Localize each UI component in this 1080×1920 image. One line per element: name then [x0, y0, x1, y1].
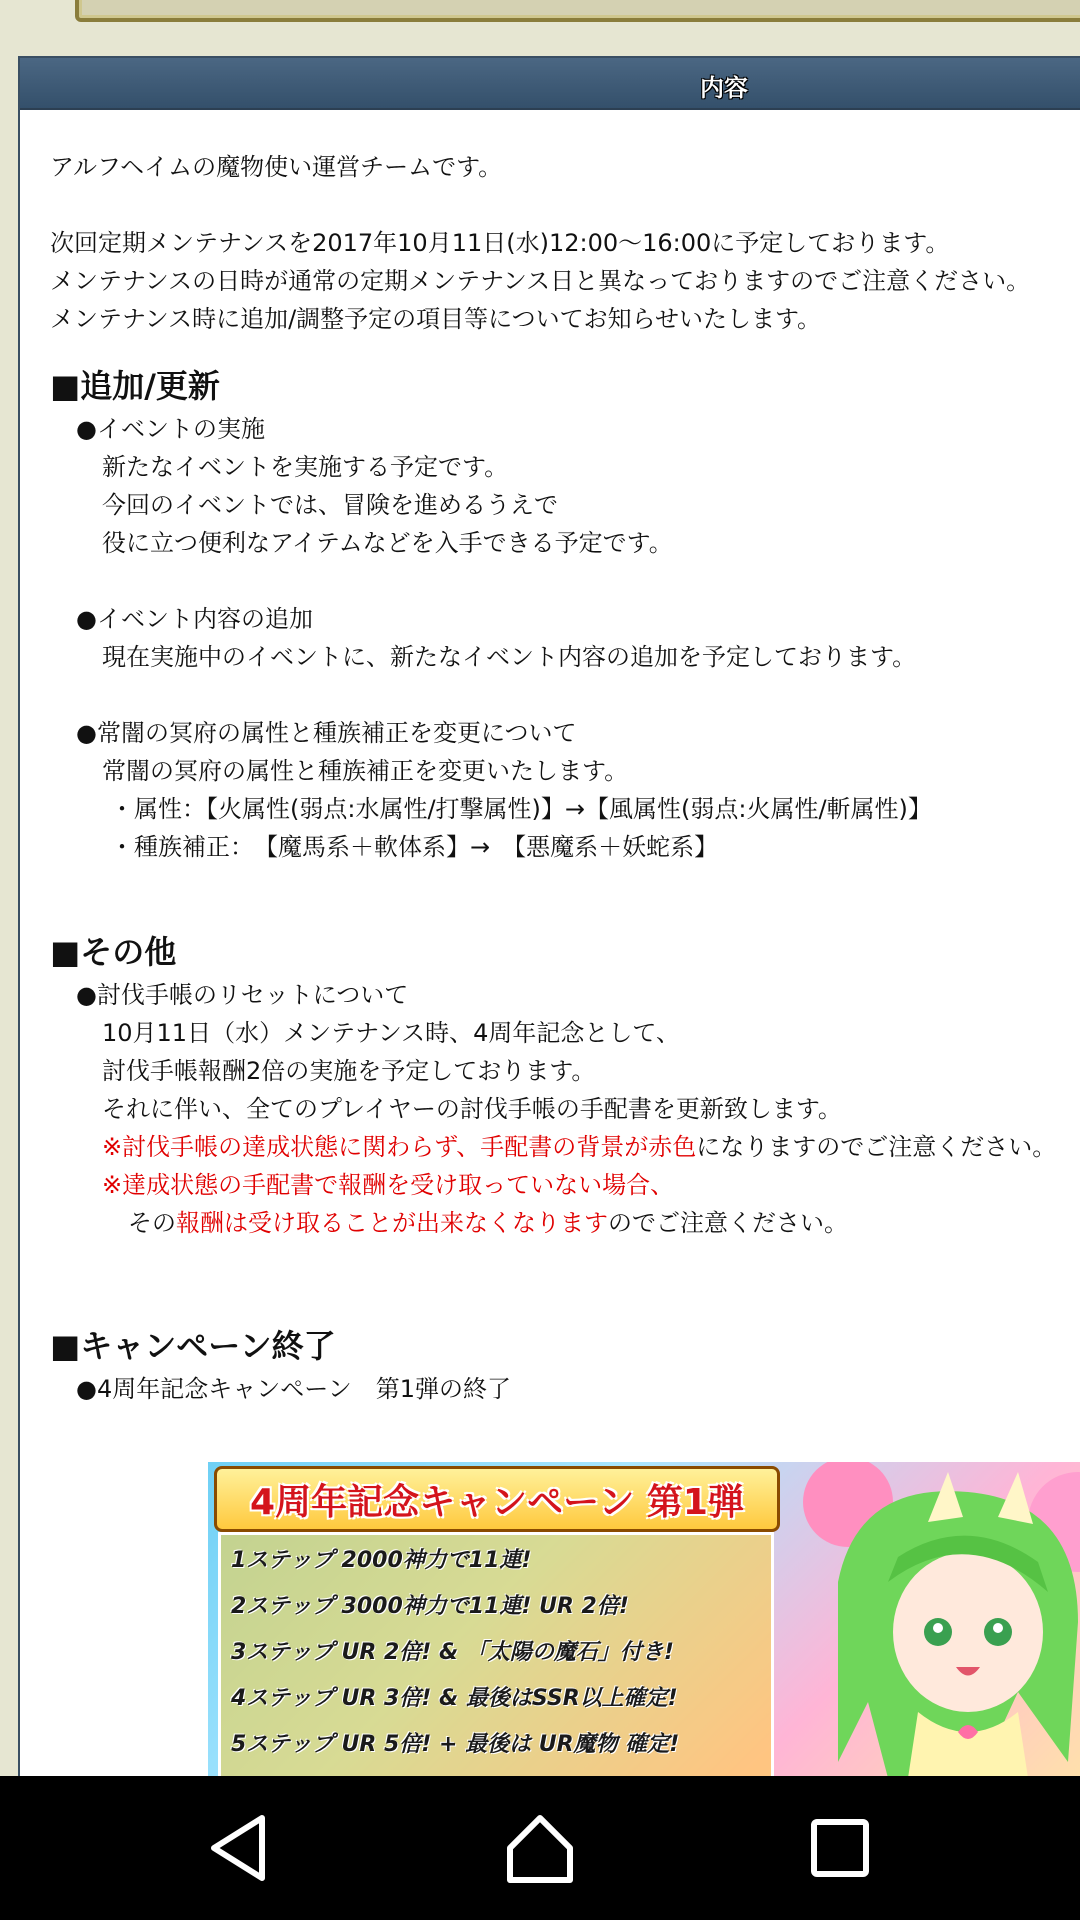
event-line: 今回のイベントでは、冒険を進めるうえで: [102, 491, 558, 519]
back-icon[interactable]: [200, 1808, 280, 1888]
note-suffix: のでご注意ください。: [608, 1209, 848, 1237]
notice-panel: [18, 56, 1080, 1778]
section-heading-add: ■追加/更新: [50, 367, 220, 405]
banner-steps: [218, 1532, 774, 1778]
bullet-reset: ●討伐手帳のリセットについて: [76, 981, 409, 1009]
event-line: 新たなイベントを実施する予定です。: [102, 453, 509, 481]
warning-note-2: ※達成状態の手配書で報酬を受け取っていない場合、: [102, 1171, 675, 1199]
note-suffix: になりますのでご注意ください。: [696, 1133, 1057, 1161]
banner-step: 1ステップ 2000神力で11連!: [231, 1548, 532, 1573]
section-heading-campaign: ■キャンペーン終了: [50, 1327, 336, 1365]
note-highlight: 報酬は受け取ることが出来なくなります: [176, 1209, 608, 1237]
banner-step: 2ステップ 3000神力で11連! UR 2倍!: [231, 1594, 629, 1619]
bullet-event-content: ●イベント内容の追加: [76, 605, 313, 633]
section-heading-other: ■その他: [50, 933, 177, 971]
campaign-banner-image[interactable]: [208, 1462, 1080, 1778]
intro-line: メンテナンスの日時が通常の定期メンテナンス日と異なっておりますのでご注意ください。: [50, 267, 1031, 295]
reset-line: それに伴い、全てのプレイヤーの討伐手帳の手配書を更新致します。: [102, 1095, 842, 1123]
intro-line: メンテナンス時に追加/調整予定の項目等についてお知らせいたします。: [50, 305, 822, 333]
intro-greeting: アルフヘイムの魔物使い運営チームです。: [50, 153, 503, 181]
reset-line: 討伐手帳報酬2倍の実施を予定しております。: [102, 1057, 596, 1085]
intro-line: 次回定期メンテナンスを2017年10月11日(水)12:00〜16:00に予定しております。: [50, 229, 950, 257]
banner-step: 3ステップ UR 2倍! & 「太陽の魔石」付き!: [231, 1640, 674, 1665]
banner-title: 4周年記念キャンペーン 第1弾: [214, 1466, 780, 1532]
home-icon[interactable]: [500, 1808, 580, 1888]
bullet-campaign-end: ●4周年記念キャンペーン 第1弾の終了: [76, 1375, 511, 1403]
event-line: 役に立つ便利なアイテムなどを入手できる予定です。: [102, 529, 673, 557]
panel-header: [20, 58, 1080, 110]
banner-step: 4ステップ UR 3倍! & 最後はSSR以上確定!: [231, 1686, 678, 1711]
note-prefix: その: [128, 1209, 176, 1237]
bullet-attr-change: ●常闇の冥府の属性と種族補正を変更について: [76, 719, 577, 747]
race-item: ・種族補正： 【魔馬系＋軟体系】→ 【悪魔系＋妖蛇系】: [110, 833, 719, 861]
recent-apps-icon[interactable]: [800, 1808, 880, 1888]
notice-content: [50, 148, 1080, 1408]
attr-item: ・属性：【火属性(弱点:水属性/打撃属性)】→【風属性(弱点:火属性/斬属性)】: [110, 795, 932, 823]
event-content-line: 現在実施中のイベントに、新たなイベント内容の追加を予定しております。: [102, 643, 917, 671]
attr-change-line: 常闇の冥府の属性と種族補正を変更いたします。: [102, 757, 629, 785]
android-nav-bar: [0, 1776, 1080, 1920]
reset-line: 10月11日（水）メンテナンス時、4周年記念として、: [102, 1019, 680, 1047]
note-highlight: 手配書の背景が赤色: [480, 1133, 697, 1161]
mascot-illustration: [778, 1462, 1080, 1778]
panel-title: 内容: [700, 74, 748, 102]
warning-note-1: [50, 1128, 1080, 1166]
banner-step: 5ステップ UR 5倍! + 最後は UR魔物 確定!: [231, 1732, 680, 1757]
warning-note-3: [50, 1204, 1080, 1242]
bullet-event: ●イベントの実施: [76, 415, 265, 443]
top-frame: [75, 0, 1080, 22]
note-prefix: ※討伐手帳の達成状態に関わらず、: [102, 1133, 481, 1161]
